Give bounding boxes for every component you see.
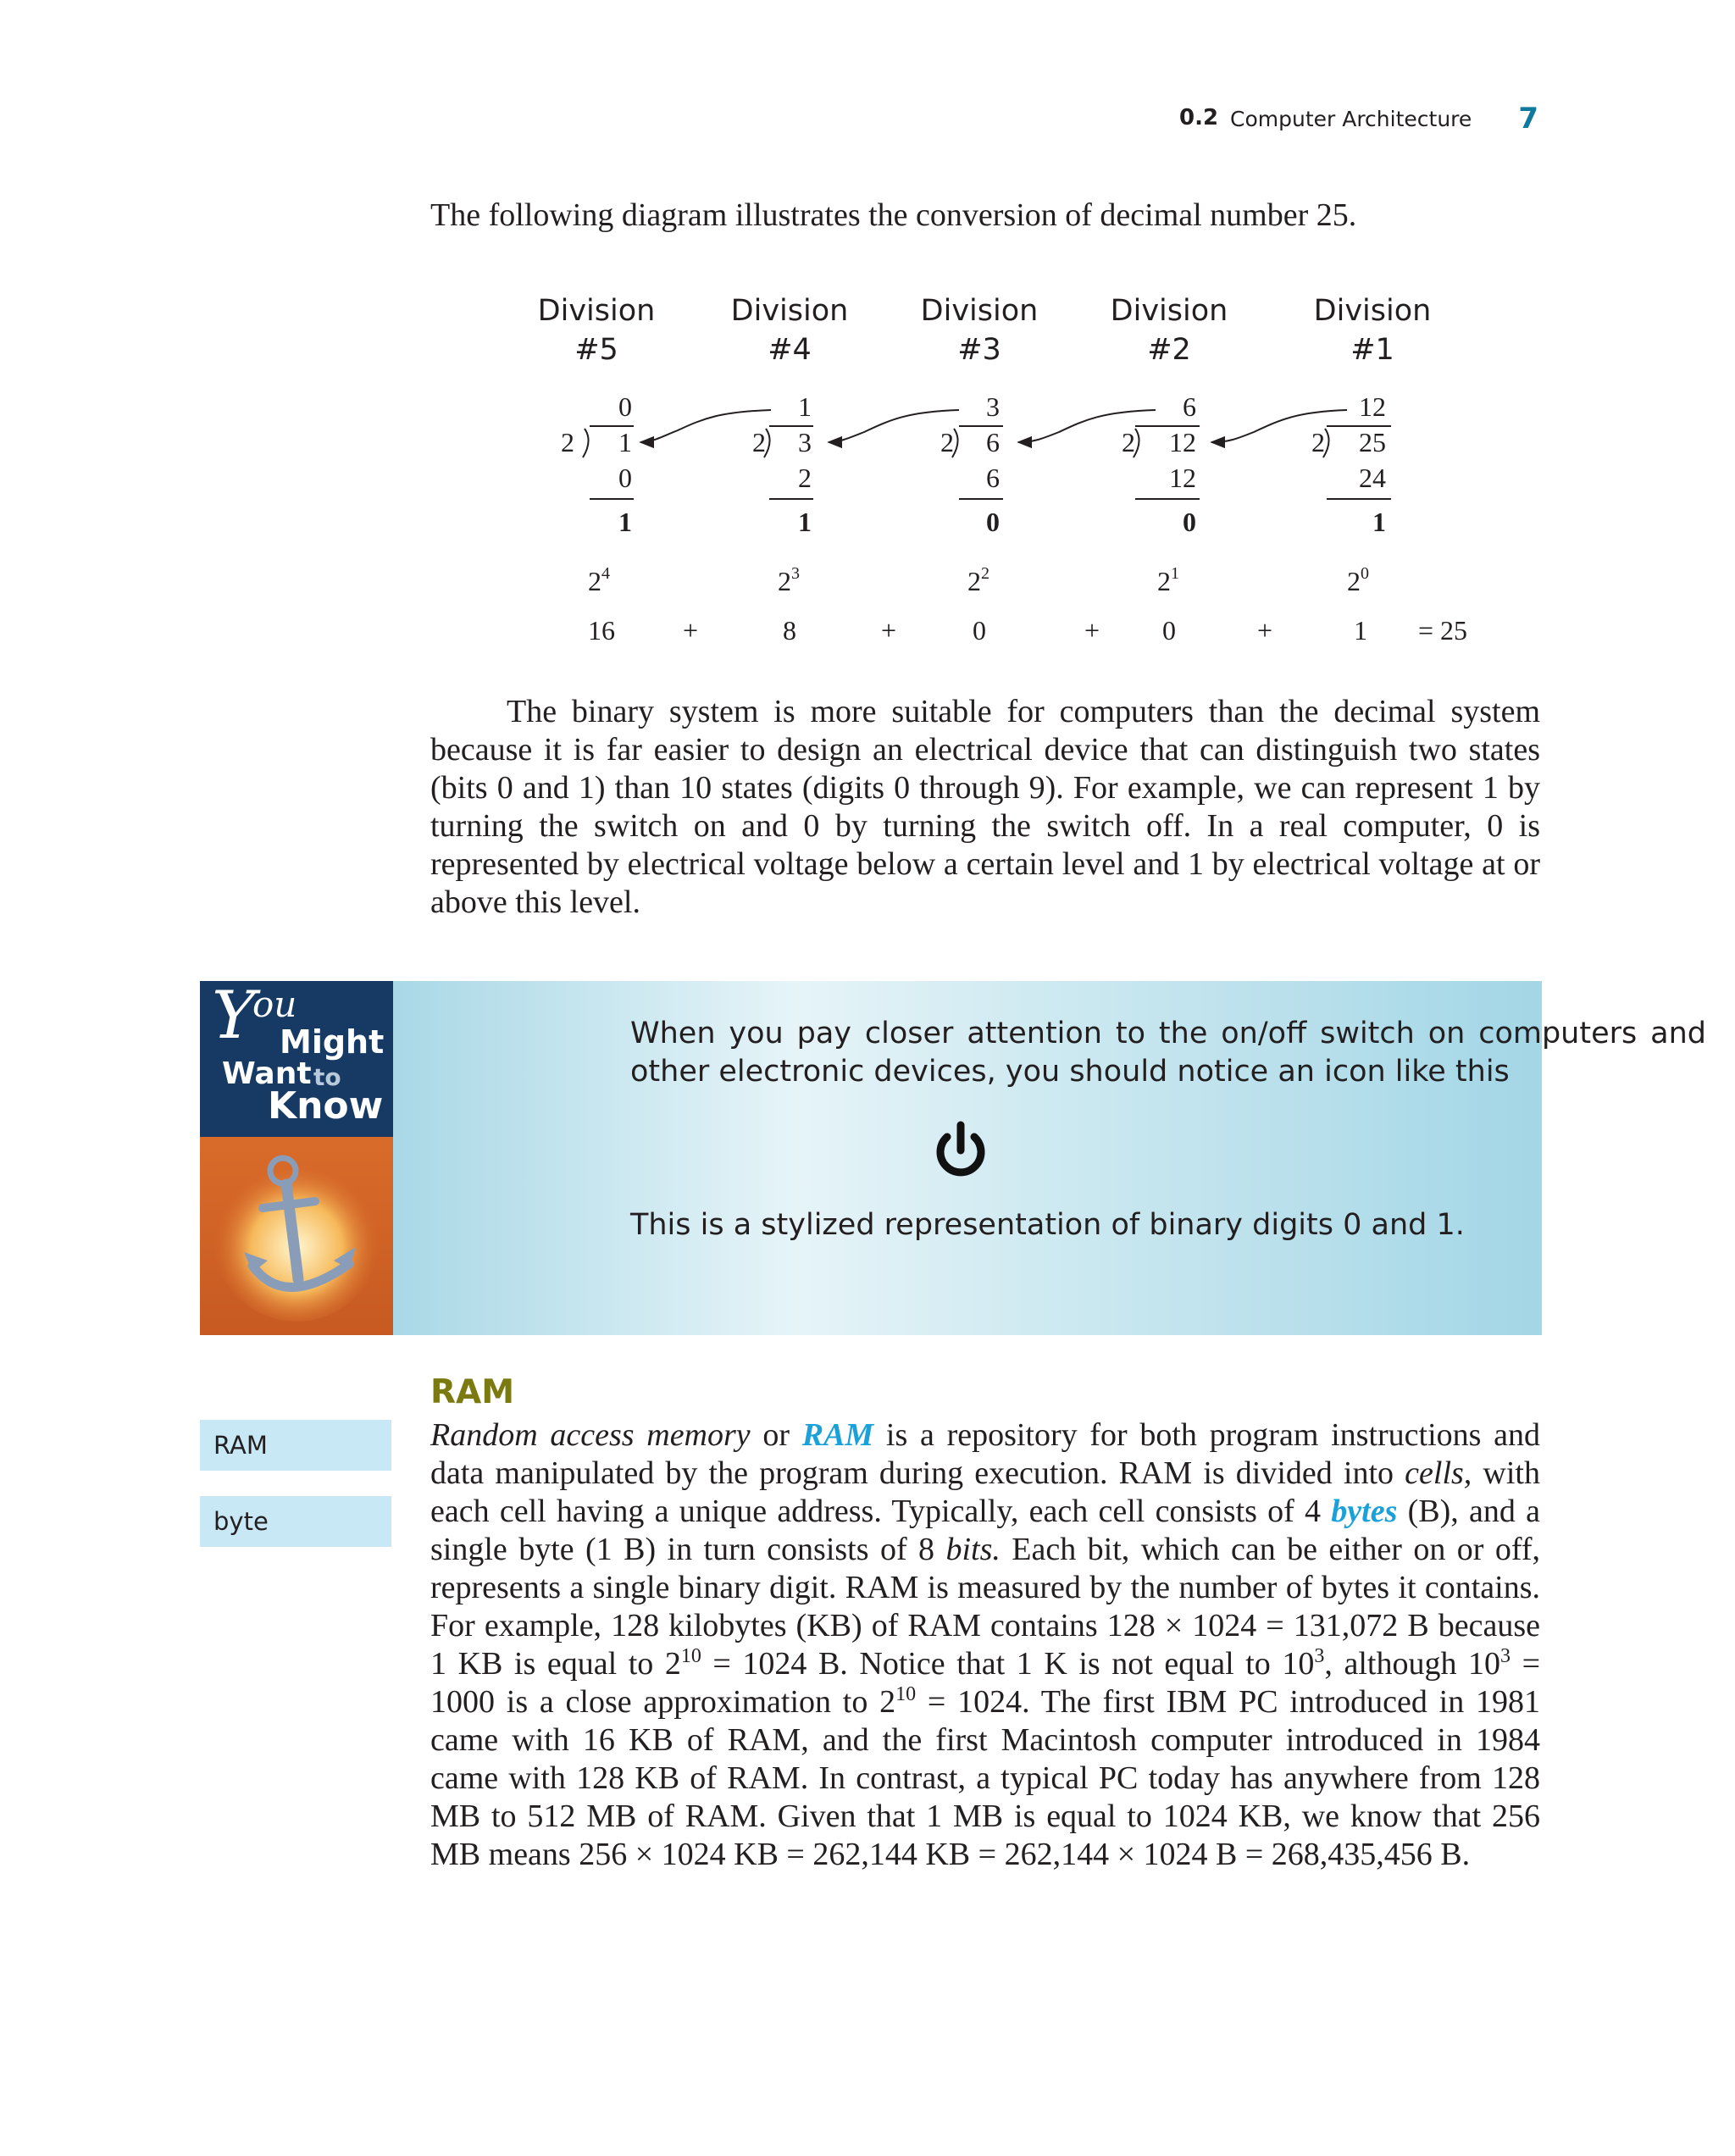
anchor-icon <box>200 1137 393 1335</box>
product: 24 <box>1359 463 1386 493</box>
product: 2 <box>798 463 812 493</box>
remainder: 1 <box>618 507 632 537</box>
division-5-heading <box>503 291 690 369</box>
division-number: #5 <box>574 333 618 367</box>
keyword-bytes: bytes <box>1331 1494 1398 1529</box>
body-paragraph <box>430 693 1540 922</box>
subtraction-rule <box>1327 498 1391 500</box>
section-heading: RAM <box>430 1373 515 1411</box>
remainder: 0 <box>1183 507 1196 537</box>
paragraph-text: The binary system is more suitable for computers than the decimal system because it is far easier to design an electrical device that can distinguish two states (bits 0 and 1) than 10 states (digits 0 through 9). For example, we can represent 1 by turning the switch on and 0 by turning the switch off. In a real computer, 0 is represented by electrical voltage below a certain level and 1 by electrical voltage at or above this level. <box>430 694 1540 920</box>
term-italic: Random access memory <box>430 1417 751 1453</box>
power-exponent: 0 <box>1361 564 1369 583</box>
power-of-two <box>1347 566 1369 596</box>
product: 0 <box>618 463 632 493</box>
anchor-illustration <box>200 1137 393 1335</box>
remainder: 1 <box>1372 507 1386 537</box>
you-might-want-to-know-box <box>200 978 1706 1335</box>
callout-text: When you pay closer attention to the on/off switch on computers and other electronic devices, you should notice an icon like this <box>630 1017 1706 1089</box>
remainder: 1 <box>798 507 812 537</box>
margin-term-ram: RAM <box>200 1420 391 1471</box>
remainder: 0 <box>986 507 1000 537</box>
arrow <box>1211 410 1347 442</box>
quotient: 0 <box>618 391 632 422</box>
division-1-heading <box>1279 291 1466 369</box>
division-bracket <box>952 429 958 457</box>
logo-letter: Y <box>212 978 256 1054</box>
text: (B), and a single byte (1 B) in turn consists of 8 <box>430 1494 1540 1567</box>
division-label: Division <box>1110 294 1228 328</box>
division-label: Division <box>730 294 849 328</box>
power-value: 16 <box>588 615 615 646</box>
arrow <box>640 410 771 442</box>
text: = 1024. The first IBM PC introduced in 1981 came with 16 KB of RAM, and the first Macintosh computer introduced in 1984 came with 128 KB of RAM. In contrast, a typical PC today has anywhere from 128 MB to 512 MB of RAM. Given that 1 MB is equal to 1024 KB, we know that 256 MB means 256 × 1024 KB = 262,144 KB = 262,144 × 1024 B = 268,435,456 B. <box>430 1684 1540 1872</box>
power-value: 0 <box>973 615 986 646</box>
division-number: #2 <box>1147 333 1191 367</box>
division-bar <box>1327 425 1391 427</box>
power-base: 2 <box>967 566 981 596</box>
keyword-ram: RAM <box>801 1417 874 1453</box>
power-value: 8 <box>783 615 796 646</box>
division-number: #3 <box>957 333 1001 367</box>
logo-text: Want <box>222 1056 312 1091</box>
term-italic: bits. <box>945 1532 1001 1567</box>
power-base: 2 <box>1157 566 1171 596</box>
dividend: 12 <box>1169 427 1196 457</box>
power-base: 2 <box>1347 566 1361 596</box>
power-of-two <box>1157 566 1179 596</box>
arrow <box>829 410 959 442</box>
division-3-heading <box>886 291 1073 369</box>
power-of-two <box>967 566 989 596</box>
power-exponent: 4 <box>601 564 610 583</box>
division-bracket <box>1323 429 1329 457</box>
division-bracket <box>583 429 589 457</box>
divisor: 2 <box>1311 427 1325 457</box>
dividend: 6 <box>986 427 1000 457</box>
power-exponent: 1 <box>1171 564 1179 583</box>
page-number: 7 <box>1518 102 1538 136</box>
text: is a repository for both program instructions and data manipulated by the program during execution. RAM is divided into <box>430 1417 1540 1491</box>
running-header <box>1169 102 1538 139</box>
subtraction-rule <box>959 498 1003 500</box>
logo-text: to <box>313 1063 341 1091</box>
division-2-heading <box>1076 291 1262 369</box>
quotient: 1 <box>798 391 812 422</box>
division-4-heading <box>696 291 883 369</box>
division-bracket <box>764 429 770 457</box>
diagram-lines <box>0 0 1735 695</box>
quotient: 12 <box>1359 391 1386 422</box>
power-exponent: 3 <box>791 564 800 583</box>
divisor: 2 <box>940 427 954 457</box>
callout-text: This is a stylized representation of binary digits 0 and 1. <box>630 1208 1465 1242</box>
plus-sign: + <box>1084 615 1100 646</box>
callout-logo <box>200 978 393 1137</box>
product: 6 <box>986 463 1000 493</box>
power-value: 1 <box>1354 615 1367 646</box>
divisor: 2 <box>752 427 766 457</box>
subtraction-rule <box>1135 498 1200 500</box>
power-of-two <box>588 566 610 596</box>
exponent: 10 <box>680 1645 701 1667</box>
arrow <box>1018 410 1156 442</box>
divisor: 2 <box>1122 427 1135 457</box>
logo-text: Know <box>268 1084 384 1128</box>
ram-paragraph <box>430 1416 1540 1874</box>
section-number: 0.2 <box>1179 105 1219 130</box>
dividend: 25 <box>1359 427 1386 457</box>
plus-sign: + <box>1257 615 1273 646</box>
logo-text: ou <box>252 984 297 1025</box>
intro-text: The following diagram illustrates the conversion of decimal number 25. <box>430 197 1357 233</box>
power-base: 2 <box>588 566 601 596</box>
text: = 1024 B. Notice that 1 K is not equal to 10 <box>701 1646 1315 1682</box>
division-diagram <box>0 0 1735 695</box>
divisor: 2 <box>561 427 574 457</box>
division-bar <box>959 425 1003 427</box>
margin-term-byte: byte <box>200 1496 391 1547</box>
exponent: 10 <box>895 1683 917 1705</box>
division-bracket <box>1134 429 1139 457</box>
subtraction-rule <box>590 498 634 500</box>
subtraction-rule <box>769 498 813 500</box>
term-italic: cells, <box>1405 1455 1472 1491</box>
power-of-two <box>778 566 800 596</box>
text: or <box>750 1417 802 1453</box>
division-bar <box>769 425 813 427</box>
section-title: Computer Architecture <box>1230 107 1472 131</box>
exponent: 3 <box>1500 1645 1511 1667</box>
plus-sign: + <box>881 615 897 646</box>
text: with each cell having a unique address. Typically, each cell consists of 4 <box>430 1455 1540 1529</box>
product: 12 <box>1169 463 1196 493</box>
dividend: 3 <box>798 427 812 457</box>
quotient: 3 <box>986 391 1000 422</box>
quotient: 6 <box>1183 391 1196 422</box>
division-bar <box>590 425 634 427</box>
logo-text: Might <box>280 1023 385 1061</box>
text: = 1000 is a close approximation to 2 <box>430 1646 1541 1720</box>
text: , although 10 <box>1324 1646 1501 1682</box>
exponent: 3 <box>1314 1645 1325 1667</box>
division-label: Division <box>920 294 1039 328</box>
plus-sign: + <box>683 615 699 646</box>
result: = 25 <box>1418 615 1468 646</box>
division-label: Division <box>1313 294 1432 328</box>
power-base: 2 <box>778 566 791 596</box>
division-label: Division <box>537 294 656 328</box>
power-icon <box>927 1117 995 1184</box>
text: Each bit, which can be either on or off, represents a single binary digit. RAM is measured by the number of bytes it contains. For example, 128 kilobytes (KB) of RAM contains 128 × 1024 = 131,072 B because 1 KB is equal to 2 <box>430 1532 1540 1682</box>
division-number: #1 <box>1350 333 1394 367</box>
power-value: 0 <box>1162 615 1176 646</box>
division-bar <box>1135 425 1200 427</box>
dividend: 1 <box>618 427 632 457</box>
division-number: #4 <box>768 333 812 367</box>
power-exponent: 2 <box>981 564 989 583</box>
